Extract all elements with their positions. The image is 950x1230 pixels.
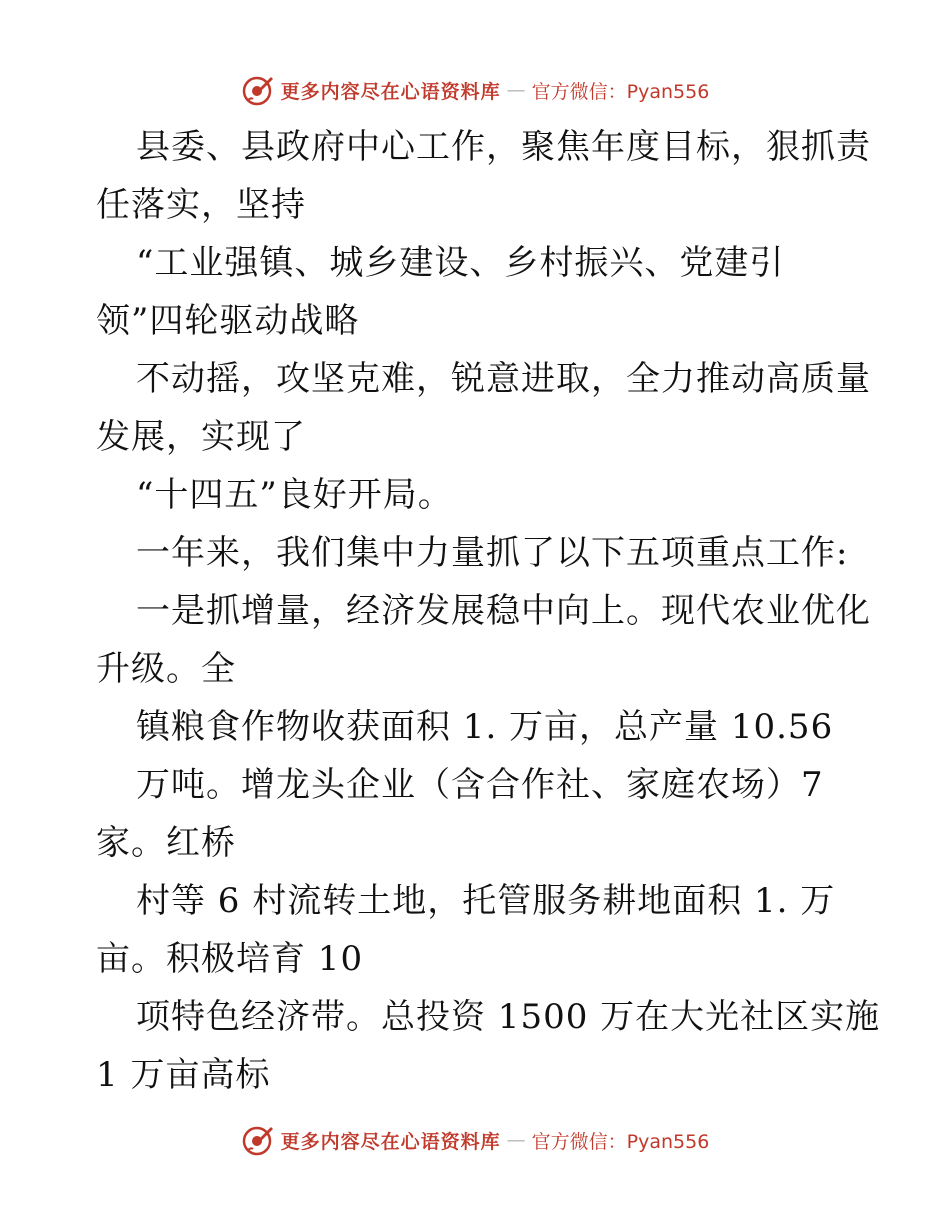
- header-brand-text: 更多内容尽在心语资料库: [280, 80, 501, 103]
- body-line: 县委、县政府中心工作，聚焦年度目标，狠抓责: [136, 127, 871, 167]
- body-line: 村等 6 村流转土地，托管服务耕地面积 1. 万: [136, 881, 836, 921]
- body-line: 领”四轮驱动战略: [96, 301, 360, 341]
- footer-watermark: [0, 1120, 950, 1160]
- footer-brand-text: 更多内容尽在心语资料库: [280, 1130, 501, 1153]
- body-line: 1 万亩高标: [96, 1055, 271, 1095]
- pen-logo-icon: [241, 1123, 275, 1157]
- body-line: 升级。全: [96, 649, 236, 689]
- pen-logo-icon: [241, 73, 275, 107]
- body-line: 镇粮食作物收获面积 1. 万亩，总产量 10.56: [136, 707, 834, 747]
- body-line: 不动摇，攻坚克难，锐意进取，全力推动高质量: [136, 359, 871, 399]
- body-line: 万吨。增龙头企业（含合作社、家庭农场）7: [136, 765, 824, 805]
- body-line: 一是抓增量，经济发展稳中向上。现代农业优化: [136, 591, 871, 631]
- header-separator: —: [506, 79, 526, 101]
- footer-separator: —: [506, 1129, 526, 1151]
- body-line: “工业强镇、城乡建设、乡村振兴、党建引: [136, 243, 785, 283]
- body-line: 家。红桥: [96, 823, 236, 863]
- document-body: [96, 118, 881, 1104]
- body-line: 任落实，坚持: [96, 185, 306, 225]
- footer-wechat-text: 官方微信：Pyan556: [531, 1130, 710, 1153]
- header-watermark: [0, 70, 950, 110]
- body-line: 亩。积极培育 10: [96, 939, 364, 979]
- header-wechat-text: 官方微信：Pyan556: [531, 80, 710, 103]
- body-line: “十四五”良好开局。: [136, 475, 453, 515]
- body-line: 项特色经济带。总投资 1500 万在大光社区实施: [136, 997, 881, 1037]
- body-line: 发展，实现了: [96, 417, 306, 457]
- body-line: 一年来，我们集中力量抓了以下五项重点工作:: [136, 533, 849, 573]
